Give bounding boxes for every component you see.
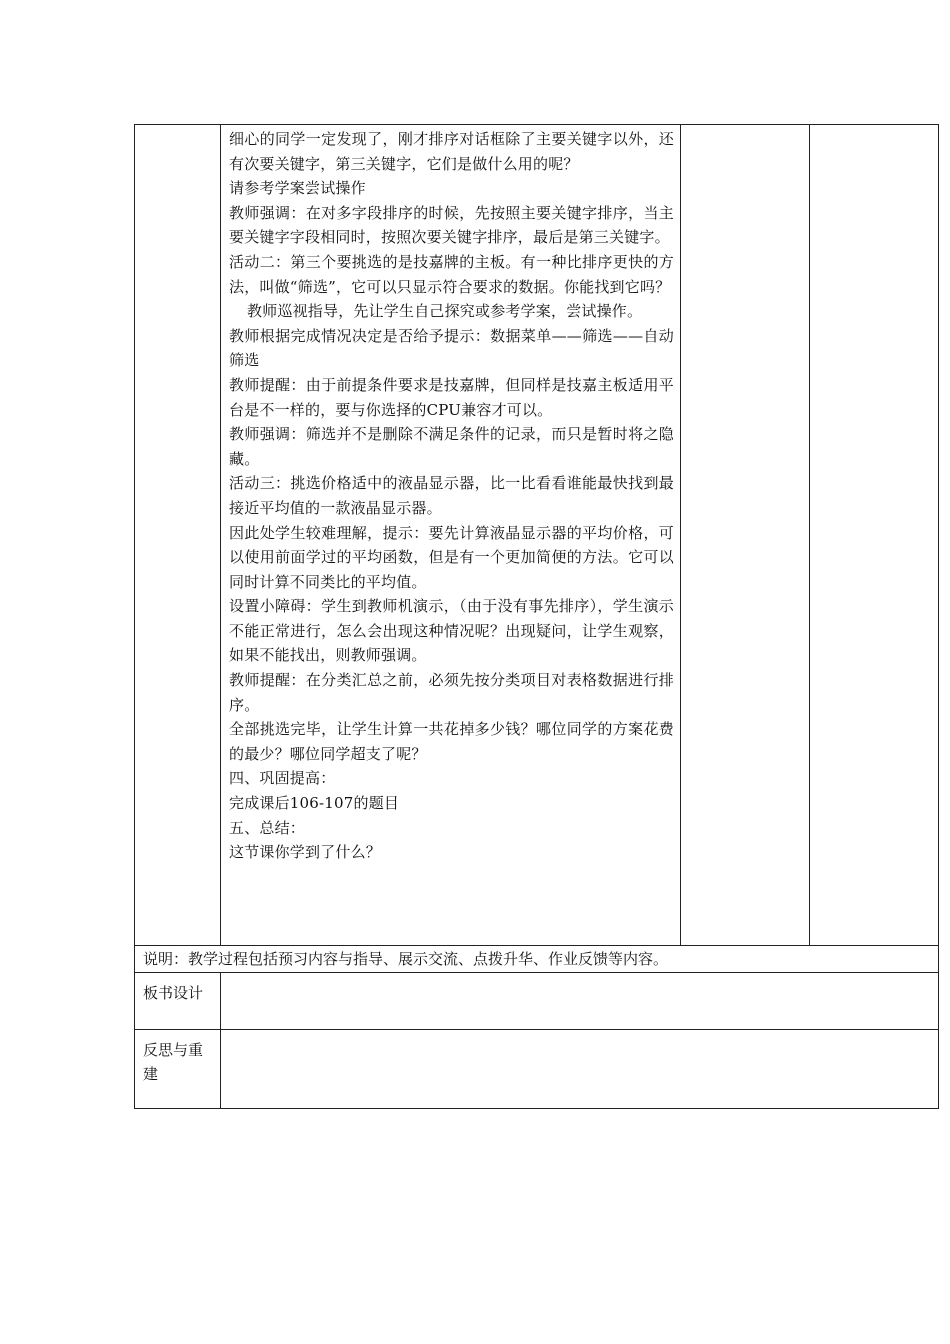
paragraph: 全部挑选完毕，让学生计算一共花掉多少钱？哪位同学的方案花费的最少？哪位同学超支了呢？ bbox=[229, 720, 674, 763]
empty-label-cell bbox=[135, 125, 221, 946]
note-row bbox=[135, 946, 939, 973]
paragraph: 细心的同学一定发现了，刚才排序对话框除了主要关键字以外，还有次要关键字，第三关键字，它们是做什么用的呢？ bbox=[229, 130, 674, 173]
paragraph: 完成课后106-107的题目 bbox=[229, 794, 400, 813]
paragraph: 教师根据完成情况决定是否给予提示：数据菜单——筛选——自动筛选 bbox=[229, 326, 674, 370]
paragraph: 教师强调：在对多字段排序的时候，先按照主要关键字排序，当主要关键字字段相同时，按照次要关键字排序，最后是第三关键字。 bbox=[229, 203, 674, 247]
lesson-plan-table bbox=[134, 124, 939, 1109]
reflection-row bbox=[135, 1030, 939, 1109]
paragraph: 五、总结： bbox=[229, 818, 306, 837]
paragraph: 这节课你学到了什么？ bbox=[229, 843, 382, 862]
paragraph: 因此处学生较难理解，提示：要先计算液晶显示器的平均价格，可以使用前面学过的平均函数，但是有一个更加简便的方法。它可以同时计算不同类比的平均值。 bbox=[229, 523, 674, 591]
paragraph: 教师提醒：由于前提条件要求是技嘉牌，但同样是技嘉主板适用平台是不一样的，要与你选择的CPU兼容才可以。 bbox=[229, 375, 674, 419]
note-text: 说明：教学过程包括预习内容与指导、展示交流、点拨升华、作业反馈等内容。 bbox=[135, 946, 939, 973]
paragraph: 活动三：挑选价格适中的液晶显示器，比一比看看谁能最快找到最接近平均值的一款液晶显示器。 bbox=[229, 474, 674, 517]
empty-column-cell bbox=[810, 125, 939, 946]
empty-column-cell bbox=[681, 125, 810, 946]
teaching-process-row bbox=[135, 125, 939, 946]
paragraph: 请参考学案尝试操作 bbox=[229, 179, 366, 198]
paragraph: 活动二：第三个要挑选的是技嘉牌的主板。有一种比排序更快的方法，叫做“筛选”，它可以只显示符合要求的数据。你能找到它吗？ bbox=[229, 252, 674, 296]
paragraph: 教师巡视指导，先让学生自己探究或参考学案，尝试操作。 bbox=[247, 302, 643, 321]
teaching-process-content bbox=[221, 125, 681, 946]
board-design-row bbox=[135, 973, 939, 1030]
board-design-label: 板书设计 bbox=[135, 973, 221, 1030]
paragraph: 四、巩固提高： bbox=[229, 769, 336, 788]
reflection-field bbox=[221, 1030, 939, 1109]
paragraph: 教师提醒：在分类汇总之前，必须先按分类项目对表格数据进行排序。 bbox=[229, 671, 674, 714]
reflection-label: 反思与重建 bbox=[135, 1030, 221, 1109]
paragraph: 教师强调：筛选并不是删除不满足条件的记录，而只是暂时将之隐藏。 bbox=[229, 425, 674, 468]
board-design-field bbox=[221, 973, 939, 1030]
paragraph: 设置小障碍：学生到教师机演示，（由于没有事先排序），学生演示不能正常进行，怎么会出现这种情况呢？出现疑问，让学生观察，如果不能找出，则教师强调。 bbox=[229, 597, 674, 665]
